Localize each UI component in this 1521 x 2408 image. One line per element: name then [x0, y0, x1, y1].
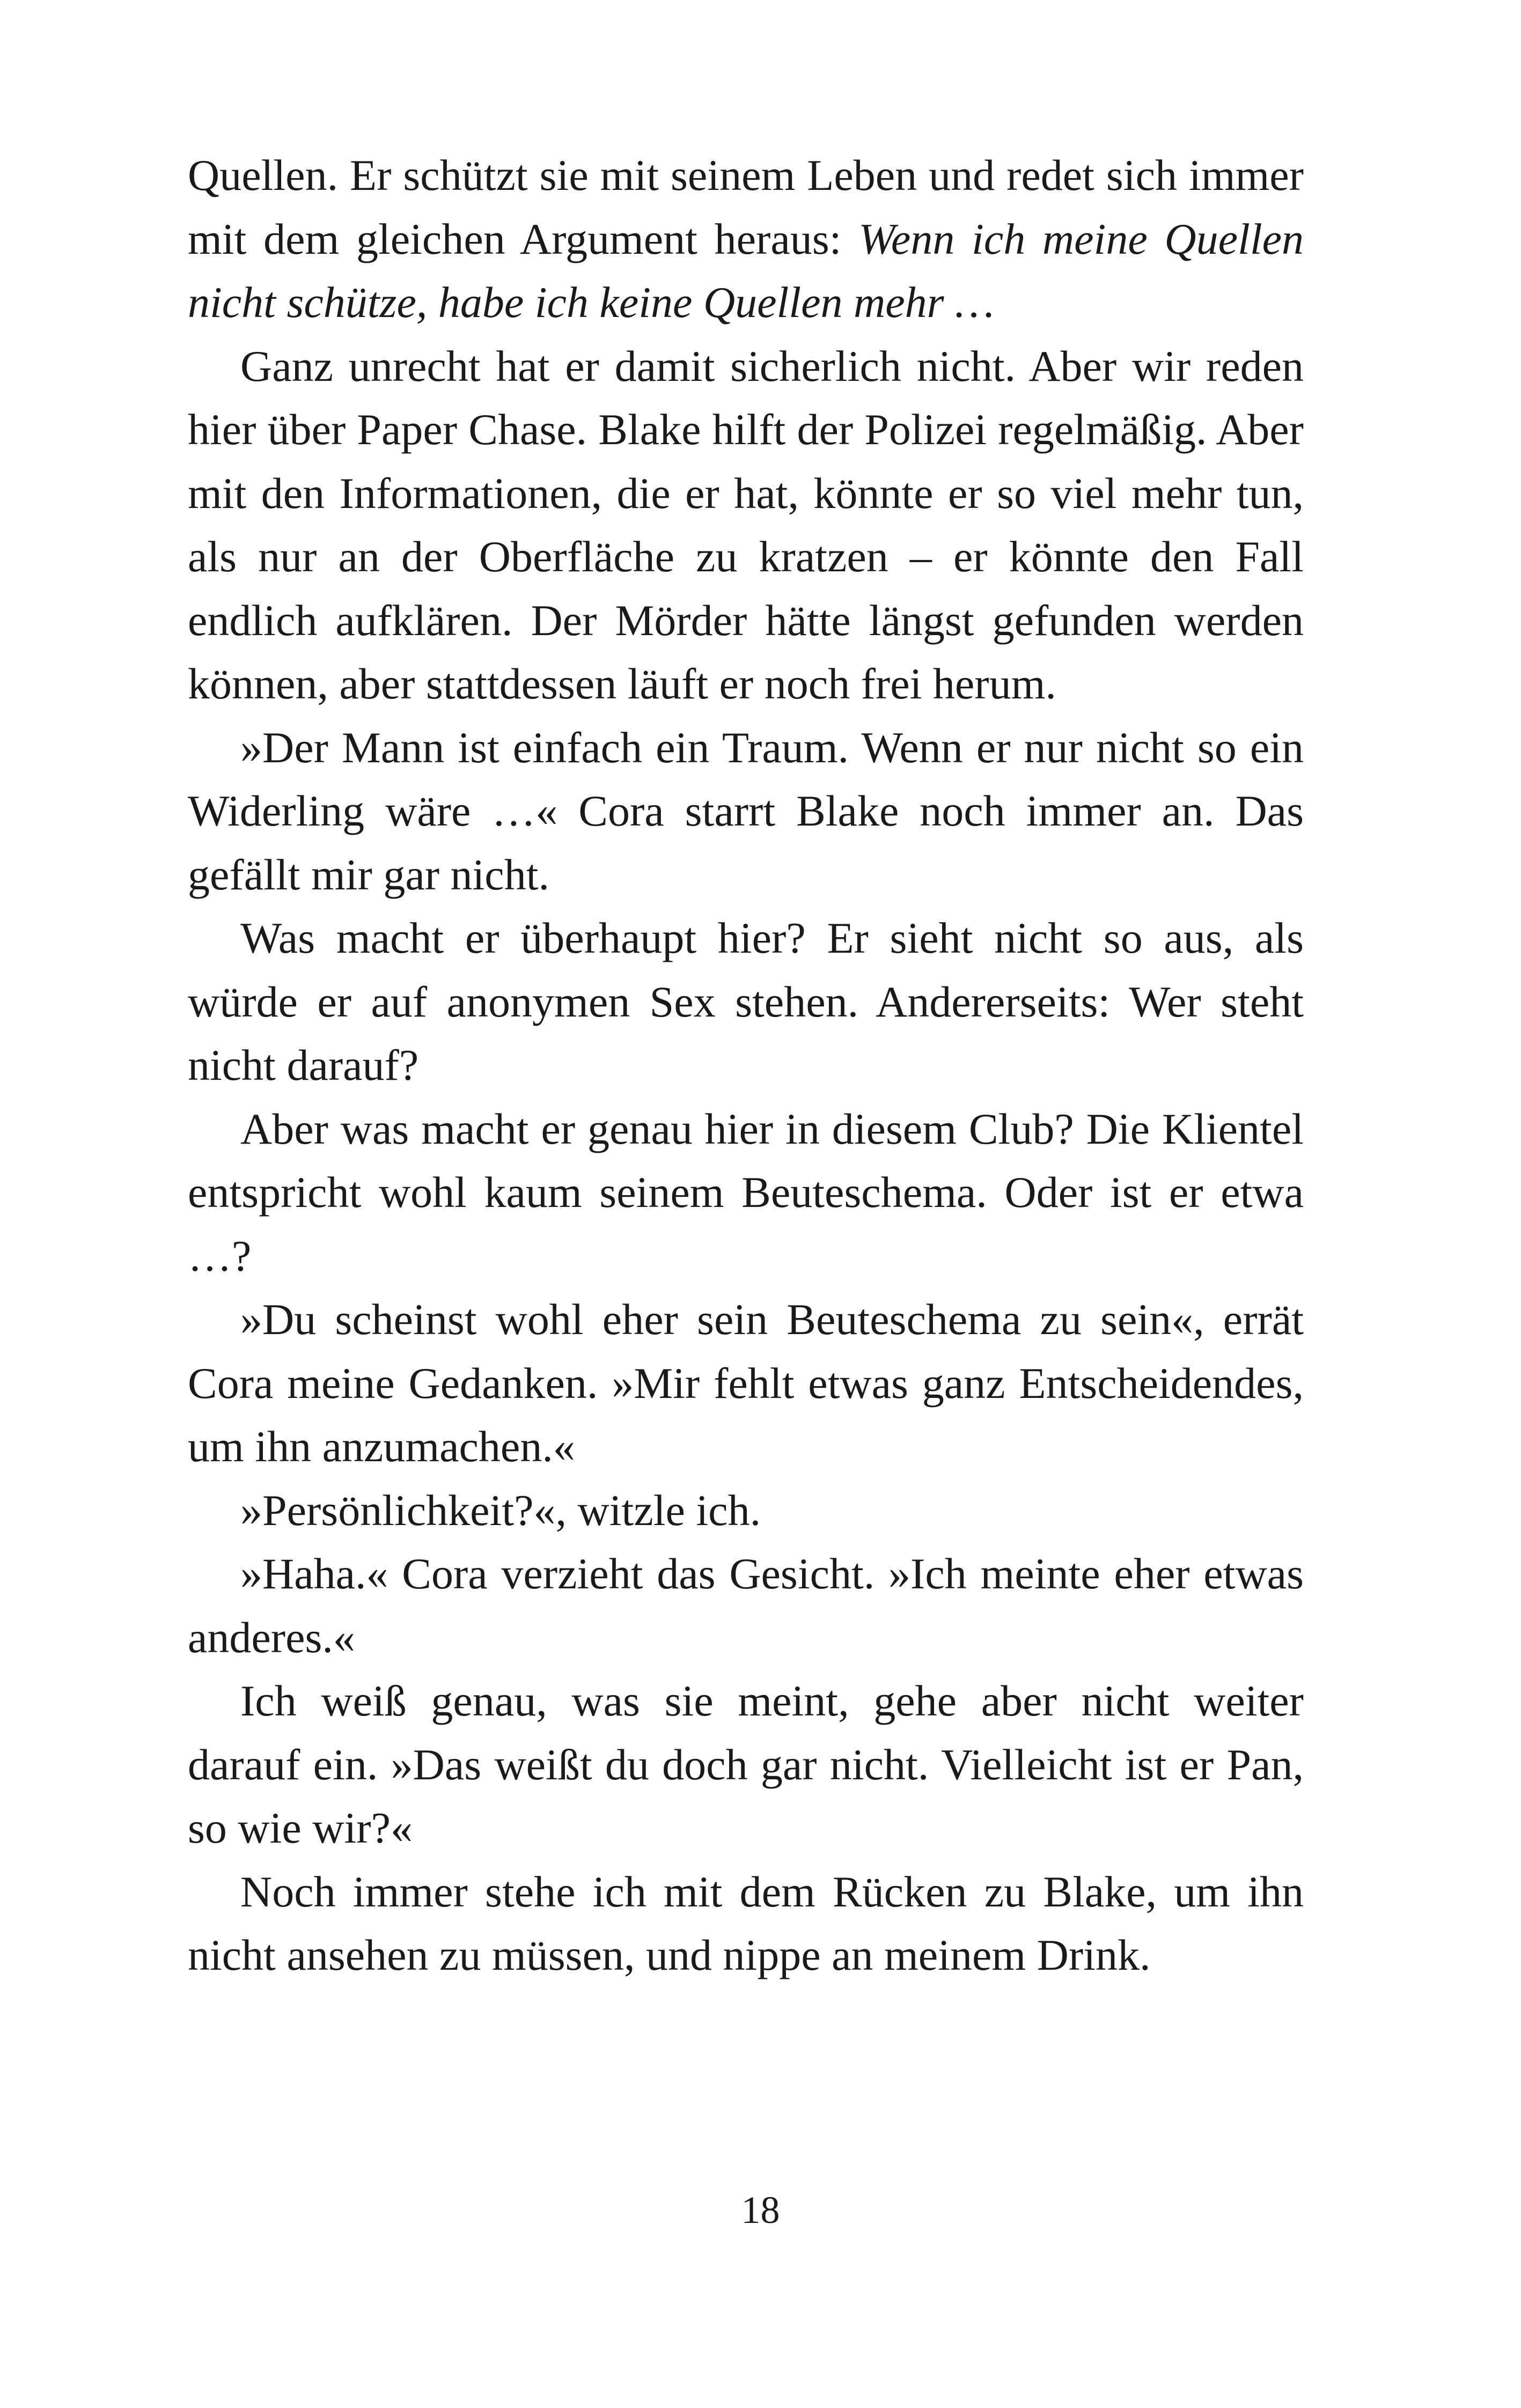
paragraph-5: Aber was macht er genau hier in diesem Club? Die Klientel entspricht wohl kaum seinem Beuteschema. Oder ist er etwa …? [188, 1104, 1304, 1280]
page-number: 18 [741, 2189, 780, 2232]
paragraph-1-italic-thought: Wenn ich meine Quellen nicht schütze, habe ich keine Quellen mehr … [188, 214, 1304, 327]
paragraph-4: Was macht er überhaupt hier? Er sieht nicht so aus, als würde er auf anonymen Sex stehen. Andererseits: Wer steht nicht darauf? [188, 914, 1304, 1089]
paragraph-2: Ganz unrecht hat er damit sicherlich nicht. Aber wir reden hier über Paper Chase. Blake hilft der Polizei regelmäßig. Aber mit den Informationen, die er hat, könnte er so viel mehr tun, als nur an der Oberfläche zu kratzen – er könnte den Fall endlich aufklären. Der Mörder hätte längst gefunden werden können, aber stattdessen läuft er noch frei herum. [188, 341, 1304, 708]
paragraph-1-text: Quellen. Er schützt sie mit seinem Leben und redet sich immer mit dem gleichen Argument heraus: [188, 151, 1304, 263]
paragraph-6: »Du scheinst wohl eher sein Beuteschema zu sein«, errät Cora meine Gedanken. »Mir fehlt etwas ganz Entscheidendes, um ihn anzumachen.« [188, 1295, 1304, 1471]
paragraph-8: »Haha.« Cora verzieht das Gesicht. »Ich meinte eher etwas anderes.« [188, 1549, 1304, 1662]
paragraph-9: Ich weiß genau, was sie meint, gehe aber nicht weiter darauf ein. »Das weißt du doch gar nicht. Vielleicht ist er Pan, so wie wir?« [188, 1676, 1304, 1852]
paragraph-1 [188, 144, 1304, 335]
body-text [188, 144, 1304, 1987]
paragraph-10: Noch immer stehe ich mit dem Rücken zu Blake, um ihn nicht ansehen zu müssen, und nippe an meinem Drink. [188, 1867, 1304, 1979]
paragraph-3: »Der Mann ist einfach ein Traum. Wenn er nur nicht so ein Widerling wäre …« Cora starrt Blake noch immer an. Das gefällt mir gar nicht. [188, 723, 1304, 899]
paragraph-7: »Persönlichkeit?«, witzle ich. [240, 1485, 761, 1535]
